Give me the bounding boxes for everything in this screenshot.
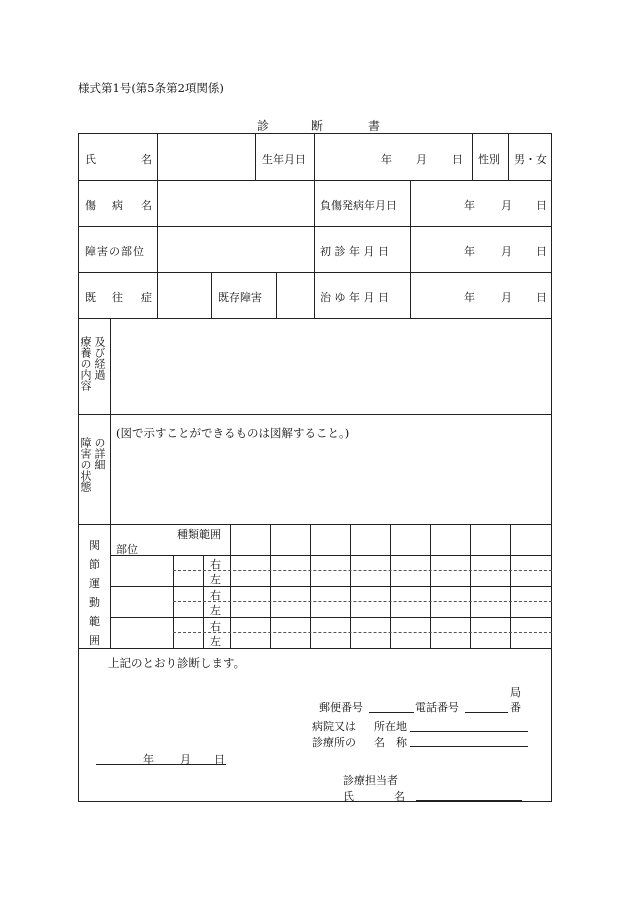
rom-left-3: 左 [210, 635, 221, 648]
treatment-label-col1: 及び経過 [93, 336, 106, 380]
sex-label: 性別 [478, 153, 500, 166]
hospital-line1: 病院又は [312, 720, 356, 733]
rom-label-6: 囲 [89, 634, 100, 647]
rom-label-3: 運 [89, 577, 100, 590]
first-visit-year-unit: 年 [464, 245, 475, 258]
date-year-unit: 年 [143, 753, 154, 766]
sex-value: 男・女 [514, 153, 547, 166]
onset-year-unit: 年 [464, 199, 475, 212]
history-label-3: 症 [141, 291, 152, 304]
rom-label-1: 関 [89, 539, 100, 552]
name-label-1: 氏 [85, 153, 96, 166]
rom-left-1: 左 [210, 573, 221, 586]
rom-left-2: 左 [210, 604, 221, 617]
ban: 番 [510, 701, 521, 714]
birth-day-unit: 日 [452, 153, 463, 166]
facility-name-label: 名 称 [374, 736, 407, 749]
history-label-2: 往 [112, 291, 123, 304]
doctor-name-label-1: 氏 [343, 790, 354, 803]
injury-label-1: 傷 [85, 199, 96, 212]
rom-label-2: 節 [89, 558, 100, 571]
site-label: 障害の部位 [85, 245, 145, 258]
injury-label-2: 病 [112, 199, 123, 212]
address-label: 所在地 [374, 720, 407, 733]
form-frame [78, 133, 552, 802]
name-label-2: 名 [141, 153, 152, 166]
treatment-label-col2: 療養の内容 [79, 336, 92, 391]
injury-label-3: 名 [141, 199, 152, 212]
date-day-unit: 日 [214, 753, 225, 766]
birth-label: 生年月日 [262, 153, 306, 166]
statement: 上記のとおり診断します。 [108, 656, 246, 670]
detail-note: (図で示すことができるものは図解すること。) [116, 426, 350, 440]
existing-label: 既存障害 [218, 291, 262, 304]
cure-label: 治 ゆ 年 月 日 [320, 291, 389, 304]
rom-label-5: 範 [89, 615, 100, 628]
rom-part-label: 部位 [116, 543, 138, 556]
rom-type-label: 種類範囲 [177, 528, 221, 541]
onset-label: 負傷発病年月日 [320, 199, 397, 212]
phone-label: 電話番号 [415, 701, 459, 714]
doctor-label: 診療担当者 [343, 774, 398, 787]
date-month-unit: 月 [180, 753, 191, 766]
hospital-line2: 診療所の [312, 736, 356, 749]
rom-right-1: 右 [210, 558, 221, 571]
birth-year-unit: 年 [381, 153, 392, 166]
detail-label-col1: の詳細 [93, 437, 106, 470]
cure-month-unit: 月 [501, 291, 512, 304]
title-char-2: 断 [311, 119, 324, 133]
form-number: 様式第1号(第5条第2項関係) [78, 81, 224, 95]
title-char-1: 診 [257, 119, 270, 133]
rom-label-4: 動 [89, 596, 100, 609]
cure-year-unit: 年 [464, 291, 475, 304]
birth-month-unit: 月 [416, 153, 427, 166]
onset-day-unit: 日 [536, 199, 547, 212]
first-visit-day-unit: 日 [536, 245, 547, 258]
title-char-3: 書 [368, 119, 381, 133]
rom-right-3: 右 [210, 620, 221, 633]
postal-label: 郵便番号 [319, 701, 363, 714]
rom-right-2: 右 [210, 589, 221, 602]
detail-label-col2: 障害の状態 [79, 437, 92, 492]
onset-month-unit: 月 [501, 199, 512, 212]
bureau: 局 [510, 686, 521, 699]
first-visit-month-unit: 月 [501, 245, 512, 258]
cure-day-unit: 日 [536, 291, 547, 304]
history-label-1: 既 [85, 291, 96, 304]
doctor-name-label-2: 名 [394, 790, 405, 803]
first-visit-label: 初 診 年 月 日 [320, 245, 389, 258]
